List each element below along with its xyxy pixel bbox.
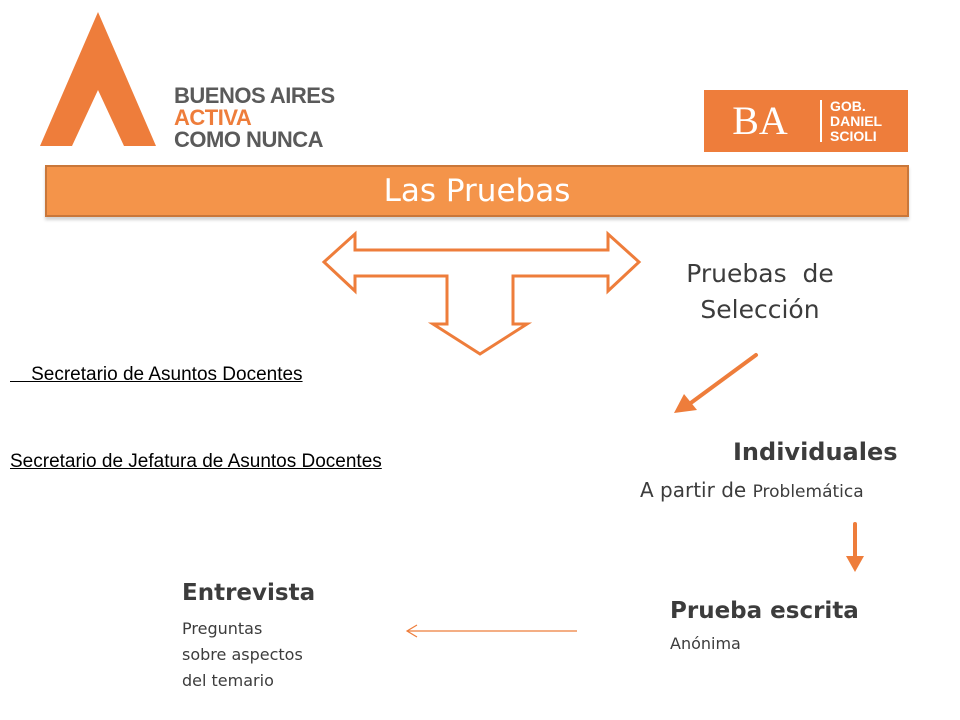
brand-line-buenos-aires: BUENOS AIRES (174, 83, 335, 108)
individuales-subtitle (640, 478, 864, 502)
prueba-escrita-title: Prueba escrita (670, 598, 859, 624)
logo-gob-text: GOB. (830, 98, 866, 114)
entrevista-detail-line: del temario (182, 671, 274, 690)
logo-daniel-text: DANIEL (830, 113, 883, 129)
secretario-asuntos-docentes: Secretario de Asuntos Docentes (10, 364, 303, 385)
secretario-jefatura-asuntos-docentes: Secretario de Jefatura de Asuntos Docentes (10, 451, 382, 472)
ba-letters: BA (732, 98, 788, 143)
entrevista-detail-line: sobre aspectos (182, 645, 303, 664)
three-way-block-arrow-icon (324, 234, 639, 354)
brand-line-como-nunca: COMO NUNCA (174, 127, 323, 152)
down-arrow-icon (846, 524, 864, 572)
individuales-sub-prefix: A partir de (640, 478, 753, 502)
pruebas-label-line-1: Pruebas de (686, 259, 834, 288)
entrevista-detail-line: Preguntas (182, 619, 263, 638)
pruebas-label-line-2: Selección (700, 295, 820, 324)
thin-left-arrow-icon (407, 625, 577, 637)
pruebas-de-seleccion-label (660, 256, 860, 328)
page-title: Las Pruebas (383, 173, 571, 209)
brand-line-activa: ACTIVA (174, 105, 252, 130)
entrevista-title: Entrevista (182, 580, 316, 606)
prueba-escrita-subtitle: Anónima (670, 634, 741, 653)
diagonal-down-left-arrow-icon (674, 355, 756, 413)
logo-scioli-text: SCIOLI (830, 128, 877, 144)
individuales-sub-word: Problemática (752, 482, 864, 502)
individuales-title: Individuales (733, 438, 898, 466)
